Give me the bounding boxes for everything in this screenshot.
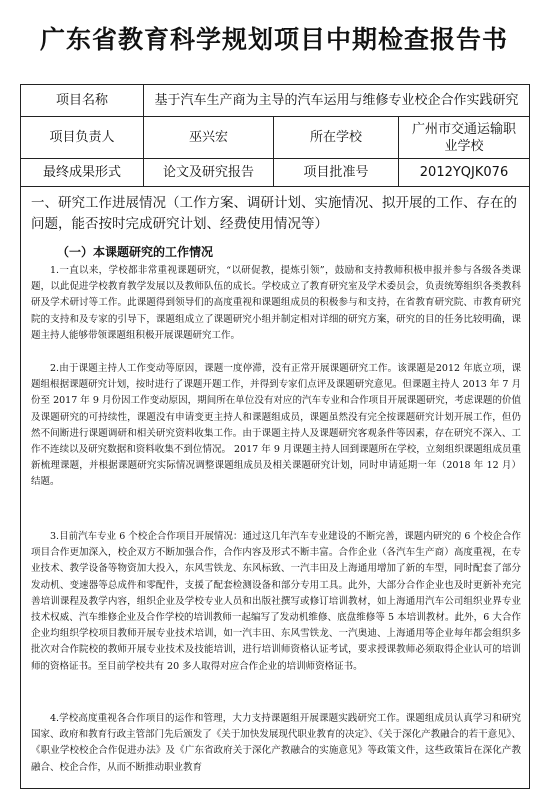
report-form bbox=[20, 84, 530, 789]
document-title: 广东省教育科学规划项目中期检查报告书 bbox=[39, 25, 508, 54]
paragraph-4: 4.学校高度重视各合作项目的运作和管理，大力支持课题组开展课题实践研究工作。课题组成员认真学习和研究国家、政府和教育行政主管部门先后颁发了《关于加快发展现代职业教育的决定》、《关于深化产教融合的若干意见》、《职业学校校企合作促进办法》及《广东省政府关于深化产教融合的实施意见》等政策文件，这些政策旨在深化产教融合、校企合作，从而不断推动职业教育 bbox=[31, 713, 521, 773]
row-result bbox=[21, 159, 529, 187]
approval-label: 项目批准号 bbox=[274, 159, 399, 186]
approval-value: 2012YQJK076 bbox=[419, 165, 509, 180]
paragraph-3: 3.目前汽车专业 6 个校企合作项目开展情况：通过这几年汽车专业建设的不断完善，课题内研究的 6 个校企合作项目合作更加深入，校企双方不断加强合作，合作内容及形式不断丰富。合作企业（各汽车生产商）高度重视，在专业技术、教学设备等物资加大投入，东风雪铁龙、东风标致、一汽丰田及上海通用增加了新的车型，同时配套了部分发动机、变速器等总成件和零配件，支援了配套检测设备和部分专用工具。此外，大部分合作企业也及时更新补充完善培训课程及教学内容，组织企业及学校专业人员和出版社撰写或修订培训教材，如上海通用汽车公司组织业界专业技术权威、汽车维修企业及合作学校的培训教师一起编写了发动机维修、底盘维修等 5 本培训教材。此外，6 大合作企业均组织学校项目教师开展专业技术培训，如一汽丰田、东风雪铁龙、一汽奥迪、上海通用等企业每年都会组织多批次对合作院校的教师开展专业技术及技能培训，进行培训师资格认证考试，要求授课教师必须取得企业认可的培训师的资格证书。至目前学校共有 20 多人取得对应合作企业的培训师资格证书。 bbox=[31, 531, 521, 672]
leader-value: 巫兴宏 bbox=[144, 117, 274, 158]
result-value: 论文及研究报告 bbox=[144, 159, 274, 186]
paragraph-2: 2.由于课题主持人工作变动等原因，课题一度停滞，没有正常开展课题研究工作。该课题是2012 年底立项，课题组根据课题研究计划，按时进行了课题开题工作，并得到专家们点评及课题研究意见。但课题主持人 2013 年 7 月份至 2017 年 9 月份因工作变动原因，期间所在单位没有对应的汽车专业和合作项目开展课题研究，考虑课题的价值及课题研究的可持续性，课题没有申请变更主持人和课题组成员，课题虽然没有完全按课题研究计划开展工作，但仍然不间断进行课题调研和相关研究资料收集工作。由于课题主持人及课题研究客观条件等因素，存在研究不深入、工作不连续以及研究数据和资料收集不到位情况。 2017 年 9 月课题主持人回到课题所在学校，立刻组织课题组成员重新梳理课题，并根据课题研究实际情况调整课题组成员及相关课题研究计划，同时申请延期一年（2018 年 12 月）结题。 bbox=[31, 363, 521, 488]
school-value: 广州市交通运输职业学校 bbox=[411, 121, 516, 154]
project-name-label: 项目名称 bbox=[21, 85, 144, 116]
row-leader bbox=[21, 117, 529, 159]
project-name-value: 基于汽车生产商为主导的汽车运用与维修专业校企合作实践研究 bbox=[154, 93, 519, 108]
subsection-heading: （一）本课题研究的工作情况 bbox=[57, 245, 214, 259]
result-label: 最终成果形式 bbox=[21, 159, 144, 186]
row-project-name bbox=[21, 85, 529, 117]
leader-label: 项目负责人 bbox=[21, 117, 144, 158]
paragraph-1: 1.一直以来，学校都非常重视课题研究，“以研促教，提炼引领”，鼓励和支持教师积极申报并参与各级各类课题，以此促进学校教育教学发展以及教师队伍的成长。学校成立了教育研究室及学术委员会，负责统筹组织各类教科研及学术研讨等工作。此课题得到领导们的高度重视和课题组成员的积极参与和支持，在省教育研究院、市教育研究院的支持和及专家的引导下，课题组成立了课题研究小组并制定相对详细的研究方案，研究的目的任务比较明确，课题主持人能够带领课题组积极开展课题研究工作。 bbox=[31, 265, 521, 341]
school-label: 所在学校 bbox=[274, 117, 399, 158]
section-heading: 一、研究工作进展情况（工作方案、调研计划、实施情况、拟开展的工作、存在的问题，能否按时完成研究计划、经费使用情况等） bbox=[31, 195, 517, 232]
